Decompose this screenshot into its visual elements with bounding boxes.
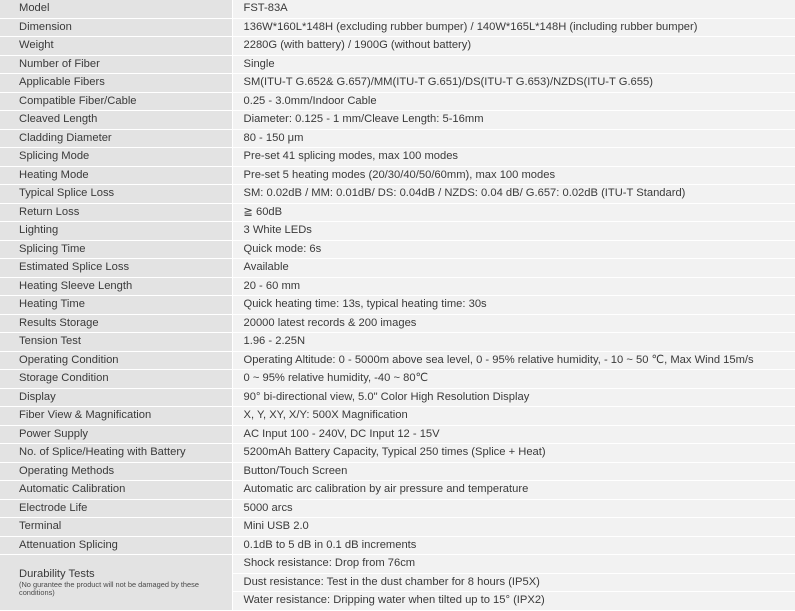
spec-value: Single [232,55,795,74]
table-row [0,222,795,241]
spec-label: Heating Sleeve Length [0,277,232,296]
spec-label: Splicing Time [0,240,232,259]
spec-label: Splicing Mode [0,148,232,167]
table-row [0,296,795,315]
spec-label: Electrode Life [0,499,232,518]
spec-label: Power Supply [0,425,232,444]
spec-label: Cladding Diameter [0,129,232,148]
spec-label: Attenuation Splicing [0,536,232,555]
spec-value: Diameter: 0.125 - 1 mm/Cleave Length: 5-16mm [232,111,795,130]
spec-value: 90° bi-directional view, 5.0" Color High Resolution Display [232,388,795,407]
spec-value: Button/Touch Screen [232,462,795,481]
spec-value: 5200mAh Battery Capacity, Typical 250 times (Splice + Heat) [232,444,795,463]
table-row [0,148,795,167]
table-row [0,111,795,130]
spec-value: Quick mode: 6s [232,240,795,259]
spec-label: Compatible Fiber/Cable [0,92,232,111]
spec-label: Number of Fiber [0,55,232,74]
table-row [0,18,795,37]
table-row [0,277,795,296]
spec-label: Lighting [0,222,232,241]
spec-label: Typical Splice Loss [0,185,232,204]
spec-value: ≧ 60dB [232,203,795,222]
spec-value: 3 White LEDs [232,222,795,241]
table-row [0,499,795,518]
table-row [0,425,795,444]
table-row [0,351,795,370]
table-row [0,55,795,74]
spec-value: 136W*160L*148H (excluding rubber bumper) / 140W*165L*148H (including rubber bumper) [232,18,795,37]
spec-label: Model [0,0,232,18]
spec-value: FST-83A [232,0,795,18]
spec-label: Terminal [0,518,232,537]
spec-value: 5000 arcs [232,499,795,518]
durability-label-cell [0,555,232,611]
table-row [0,407,795,426]
table-row [0,203,795,222]
spec-value: Water resistance: Dripping water when tilted up to 15° (IPX2) [232,592,795,611]
spec-value: SM: 0.02dB / MM: 0.01dB/ DS: 0.04dB / NZDS: 0.04 dB/ G.657: 0.02dB (ITU-T Standard) [232,185,795,204]
spec-value: Pre-set 41 splicing modes, max 100 modes [232,148,795,167]
spec-label: Estimated Splice Loss [0,259,232,278]
table-row [0,518,795,537]
table-row [0,37,795,56]
spec-label: Heating Time [0,296,232,315]
spec-value: 80 - 150 μm [232,129,795,148]
spec-label: Automatic Calibration [0,481,232,500]
spec-label: Results Storage [0,314,232,333]
spec-label: Applicable Fibers [0,74,232,93]
table-row [0,166,795,185]
spec-value: 20000 latest records & 200 images [232,314,795,333]
spec-value: 20 - 60 mm [232,277,795,296]
spec-value: Dust resistance: Test in the dust chamber for 8 hours (IP5X) [232,573,795,592]
table-row [0,0,795,18]
spec-value: 1.96 - 2.25N [232,333,795,352]
spec-value: Quick heating time: 13s, typical heating time: 30s [232,296,795,315]
table-row [0,333,795,352]
spec-value: Shock resistance: Drop from 76cm [232,555,795,574]
spec-label: Dimension [0,18,232,37]
spec-value: X, Y, XY, X/Y: 500X Magnification [232,407,795,426]
spec-value: 0 ~ 95% relative humidity, -40 ~ 80℃ [232,370,795,389]
spec-value: Mini USB 2.0 [232,518,795,537]
spec-label: Return Loss [0,203,232,222]
spec-label: Cleaved Length [0,111,232,130]
spec-value: 0.1dB to 5 dB in 0.1 dB increments [232,536,795,555]
spec-value: AC Input 100 - 240V, DC Input 12 - 15V [232,425,795,444]
spec-value: 0.25 - 3.0mm/Indoor Cable [232,92,795,111]
spec-value: Pre-set 5 heating modes (20/30/40/50/60mm), max 100 modes [232,166,795,185]
table-row [0,444,795,463]
table-row [0,185,795,204]
spec-value: Automatic arc calibration by air pressure and temperature [232,481,795,500]
spec-label: Fiber View & Magnification [0,407,232,426]
table-row [0,555,795,574]
durability-title: Durability Tests [19,567,95,580]
table-row [0,74,795,93]
table-row [0,388,795,407]
spec-value: SM(ITU-T G.652& G.657)/MM(ITU-T G.651)/DS(ITU-T G.653)/NZDS(ITU-T G.655) [232,74,795,93]
table-row [0,240,795,259]
table-row [0,481,795,500]
spec-label: Tension Test [0,333,232,352]
table-row [0,462,795,481]
spec-label: No. of Splice/Heating with Battery [0,444,232,463]
spec-value: 2280G (with battery) / 1900G (without battery) [232,37,795,56]
spec-label: Heating Mode [0,166,232,185]
spec-value: Operating Altitude: 0 - 5000m above sea level, 0 - 95% relative humidity, - 10 ~ 50 ℃, Max Wind 15m/s [232,351,795,370]
table-row [0,314,795,333]
spec-label: Weight [0,37,232,56]
spec-label: Display [0,388,232,407]
table-row [0,129,795,148]
spec-label: Operating Methods [0,462,232,481]
table-row [0,259,795,278]
table-row [0,536,795,555]
spec-label: Storage Condition [0,370,232,389]
spec-value: Available [232,259,795,278]
durability-note: (No gurantee the product will not be damaged by these conditions) [19,579,199,597]
table-row [0,370,795,389]
table-row [0,92,795,111]
spec-label: Operating Condition [0,351,232,370]
